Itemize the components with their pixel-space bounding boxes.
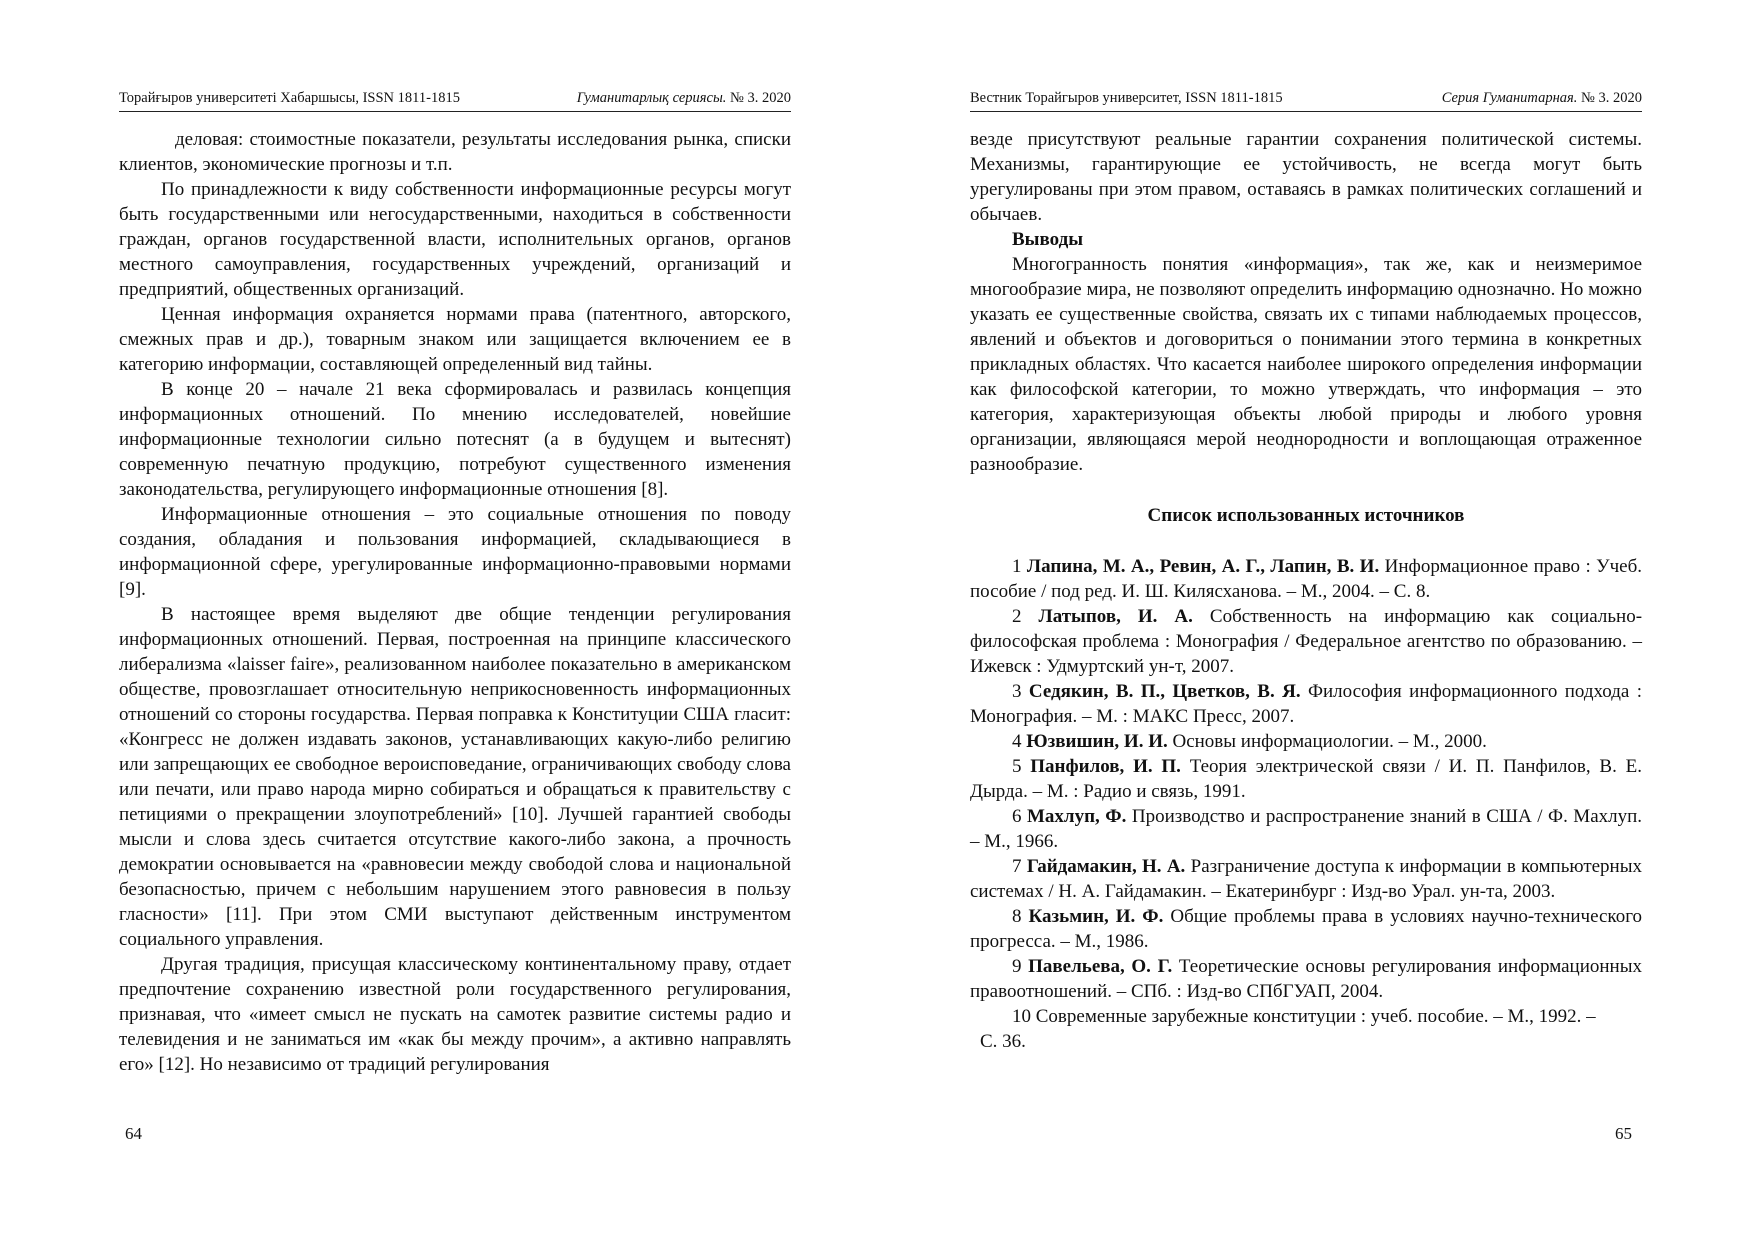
reference-authors: Казьмин, И. Ф. xyxy=(1028,906,1164,927)
conclusions-heading: Выводы xyxy=(1012,229,1084,250)
reference-number: 5 xyxy=(1012,756,1022,777)
paragraph: Информационные отношения – это социальные отношения по поводу создания, обладания и пользования информацией, складывающиеся в информационной сфере, урегулированные информационно-правовыми нормами [9]. xyxy=(119,504,791,600)
right-page xyxy=(970,0,1642,1241)
right-running-header xyxy=(970,88,1642,112)
reference-authors: Лапина, М. А., Ревин, А. Г., Лапин, В. И. xyxy=(1026,556,1380,577)
reference-text: Производство и распространение знаний в США / Ф. Махлуп. – М., 1966. xyxy=(970,806,1643,852)
reference-item xyxy=(970,604,1642,679)
reference-authors: Юзвишин, И. И. xyxy=(1026,731,1168,752)
reference-item xyxy=(970,854,1642,904)
right-body-text xyxy=(970,127,1642,1054)
paragraph: деловая: стоимостные показатели, результаты исследования рынка, списки клиентов, экономические прогнозы и т.п. xyxy=(119,129,791,175)
reference-item xyxy=(970,554,1642,604)
reference-number: 4 xyxy=(1012,731,1022,752)
left-header-journal: Торайғыров университетi Хабаршысы, ISSN 1811-1815 xyxy=(119,90,460,106)
reference-item: 10 Современные зарубежные конституции : учеб. пособие. – М., 1992. – xyxy=(1012,1006,1596,1027)
reference-item xyxy=(970,729,1642,754)
left-header-series-group xyxy=(577,88,791,108)
right-page-number: 65 xyxy=(1615,1124,1632,1143)
left-body-text xyxy=(119,127,791,1077)
reference-text: Разграничение доступа к информации в компьютерных системах / Н. А. Гайдамакин. – Екатеринбург : Изд-во Урал. ун-та, 2003. xyxy=(970,856,1642,902)
left-running-header xyxy=(119,88,791,112)
reference-item xyxy=(970,754,1642,804)
reference-authors: Гайдамакин, Н. А. xyxy=(1026,856,1186,877)
reference-number: 6 xyxy=(1012,806,1022,827)
reference-number: 3 xyxy=(1012,681,1022,702)
reference-authors: Панфилов, И. П. xyxy=(1030,756,1181,777)
paragraph: Другая традиция, присущая классическому континентальному праву, отдает предпочтение сохранению известной роли государственного регулирования, признавая, что «имеет смысл не пускать на самотек развитие системы радио и телевидения и не заниматься им «как бы между прочим», а активно направлять его» [12]. Но независимо от традиций регулирования xyxy=(119,954,791,1075)
reference-text: Собственность на информацию как социально-философская проблема : Монография / Федеральное агентство по образованию. – Ижевск : Удмуртский ун-т, 2007. xyxy=(970,606,1643,677)
reference-text: Философия информационного подхода : Монография. – М. : МАКС Пресс, 2007. xyxy=(970,681,1643,727)
reference-authors: Павельева, О. Г. xyxy=(1028,956,1173,977)
reference-item-continuation: С. 36. xyxy=(980,1031,1026,1052)
reference-text: Теоретические основы регулирования информационных правоотношений. – СПб. : Изд-во СПбГУАП, 2004. xyxy=(970,956,1642,1002)
right-header-series-group xyxy=(1442,88,1642,108)
reference-text: Информационное право : Учеб. пособие / под ред. И. Ш. Килясханова. – М., 2004. – С. 8. xyxy=(970,556,1643,602)
paragraph: Ценная информация охраняется нормами права (патентного, авторского, смежных прав и др.), товарным знаком или защищается включением ее в категорию информации, составляющей определенный вид тайны. xyxy=(119,304,791,375)
paragraph: везде присутствуют реальные гарантии сохранения политической системы. Механизмы, гарантирующие ее устойчивость, не всегда могут быть урегулированы при этом правом, оставаясь в рамках политических соглашений и обычаев. xyxy=(970,129,1642,225)
right-header-series: Серия Гуманитарная. xyxy=(1441,90,1578,106)
paragraph: В настоящее время выделяют две общие тенденции регулирования информационных отношений. Первая, построенная на принципе классического либерализма «laisser faire», реализованном наиболее показательно в американском обществе, провозглашает относительную неприкосновенность информационных отношений со стороны государства. Первая поправка к Конституции США гласит: «Конгресс не должен издавать законов, устанавливающих какую-либо религию или запрещающих ее свободное вероисповедание, ограничивающих свободу слова или печати, или право народа мирно собираться и обращаться к правительству с петициями о прекращении злоупотреблений» [10]. Лучшей гарантией свободы мысли и слова здесь считается отсутствие какого-либо закона, а прочность демократии основывается на «равновесии между свободой слова и национальной безопасностью, причем с небольшим нарушением этого равновесия в пользу гласности» [11]. При этом СМИ выступают действенным инструментом социального управления. xyxy=(119,604,791,950)
reference-authors: Латыпов, И. А. xyxy=(1038,606,1193,627)
left-page-number: 64 xyxy=(125,1124,142,1143)
reference-item xyxy=(970,679,1642,729)
reference-item xyxy=(970,804,1642,854)
reference-item xyxy=(970,904,1642,954)
reference-number: 9 xyxy=(1012,956,1022,977)
right-header-issue: № 3. 2020 xyxy=(1581,90,1642,106)
reference-text: Теория электрической связи / И. П. Панфилов, В. Е. Дырда. – М. : Радио и связь, 1991. xyxy=(970,756,1642,802)
left-header-issue: № 3. 2020 xyxy=(730,90,791,106)
reference-item xyxy=(970,954,1642,1004)
references-heading: Список использованных источников xyxy=(1147,505,1465,526)
paragraph: Многогранность понятия «информация», так же, как и неизмеримое многообразие мира, не позволяют определить информацию однозначно. Но можно указать ее существенные свойства, связать их с типами наблюдаемых процессов, явлений и объектов и договориться о понимании этого термина в конкретных прикладных областях. Что касается наиболее широкого определения информации как философской категории, то можно утверждать, что информация – это категория, характеризующая объекты любой природы и любого уровня организации, являющаяся мерой неоднородности и воплощающая отраженное разнообразие. xyxy=(970,254,1642,475)
paragraph: По принадлежности к виду собственности информационные ресурсы могут быть государственными или негосударственными, находиться в собственности граждан, органов государственной власти, исполнительных органов, органов местного самоуправления, государственных учреждений, организаций и предприятий, общественных организаций. xyxy=(119,179,791,300)
paragraph: В конце 20 – начале 21 века сформировалась и развилась концепция информационных отношений. По мнению исследователей, новейшие информационные технологии сильно потеснят (а в будущем и вытеснят) современную печатную продукцию, потребуют существенного изменения законодательства, регулирующего информационные отношения [8]. xyxy=(119,379,791,500)
reference-number: 7 xyxy=(1012,856,1022,877)
right-header-journal: Вестник Торайгыров университет, ISSN 1811-1815 xyxy=(970,90,1283,106)
reference-number: 2 xyxy=(1012,606,1022,627)
reference-number: 8 xyxy=(1012,906,1022,927)
reference-authors: Махлуп, Ф. xyxy=(1027,806,1127,827)
reference-number: 1 xyxy=(1012,556,1022,577)
references-list xyxy=(970,554,1642,1004)
reference-text: Основы информациологии. – М., 2000. xyxy=(1172,731,1487,752)
left-page xyxy=(119,0,791,1241)
reference-authors: Седякин, В. П., Цветков, В. Я. xyxy=(1028,681,1301,702)
reference-text: Общие проблемы права в условиях научно-технического прогресса. – М., 1986. xyxy=(970,906,1643,952)
left-header-series: Гуманитарлық сериясы. xyxy=(576,90,727,106)
